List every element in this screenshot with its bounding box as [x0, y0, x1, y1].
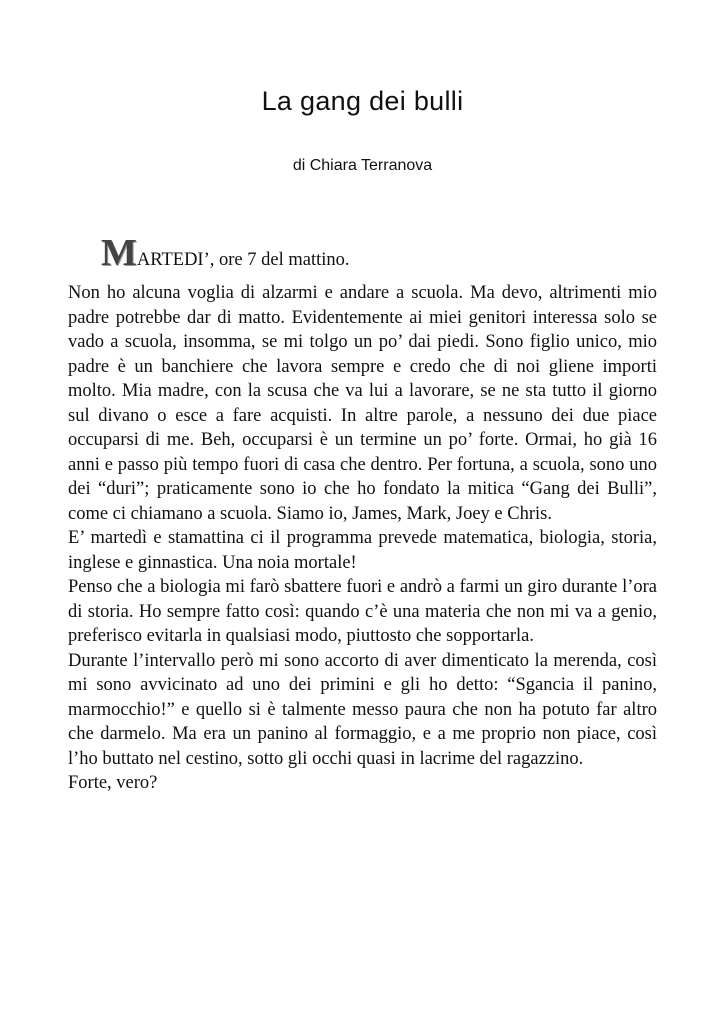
- drop-cap: M: [101, 232, 137, 274]
- author-byline: di Chiara Terranova: [292, 157, 433, 174]
- paragraph: Forte, vero?: [68, 773, 158, 793]
- paragraph: E’ martedì e stamattina ci il programma prevede matematica, biologia, storia, inglese e ginnastica. Una noia mortale!: [68, 528, 657, 573]
- body-text: [68, 281, 657, 796]
- document-title: La gang dei bulli: [261, 86, 464, 116]
- paragraph: Non ho alcuna voglia di alzarmi e andare a scuola. Ma devo, altrimenti mio padre potrebbe dar di matto. Evidentemente ai miei genitori interessa solo se vado a scuola, insomma, se mi tolgo un po’ dai piedi. Sono figlio unico, mio padre è un banchiere che lavora sempre e credo che di noi gliene importi molto. Mia madre, con la scusa che va lui a lavorare, se ne sta tutto il giorno sul divano o esce a fare acquisti. In altre parole, a nessuno dei due piace occuparsi di me. Beh, occuparsi è un termine un po’ forte. Ormai, ho già 16 anni e passo più tempo fuori di casa che dentro. Per fortuna, a scuola, sono uno dei “duri”; praticamente sono io che ho fondato la mitica “Gang dei Bulli”, come ci chiamano a scuola. Siamo io, James, Mark, Joey e Chris.: [68, 283, 657, 524]
- chapter-opening: [101, 234, 350, 272]
- paragraph: Penso che a biologia mi farò sbattere fuori e andrò a farmi un giro durante l’ora di storia. Ho sempre fatto così: quando c’è una materia che non mi va a genio, preferisco evitarla in qualsiasi modo, piuttosto che sopportarla.: [68, 577, 657, 646]
- opening-line: ARTEDI’, ore 7 del mattino.: [136, 250, 350, 270]
- paragraph: Durante l’intervallo però mi sono accorto di aver dimenticato la merenda, così mi sono avvicinato ad uno dei primini e gli ho detto: “Sgancia il panino, marmocchio!” e quello si è talmente messo paura che non ha potuto far altro che darmelo. Ma era un panino al formaggio, e a me proprio non piace, così l’ho buttato nel cestino, sotto gli occhi quasi in lacrime del ragazzino.: [68, 650, 657, 769]
